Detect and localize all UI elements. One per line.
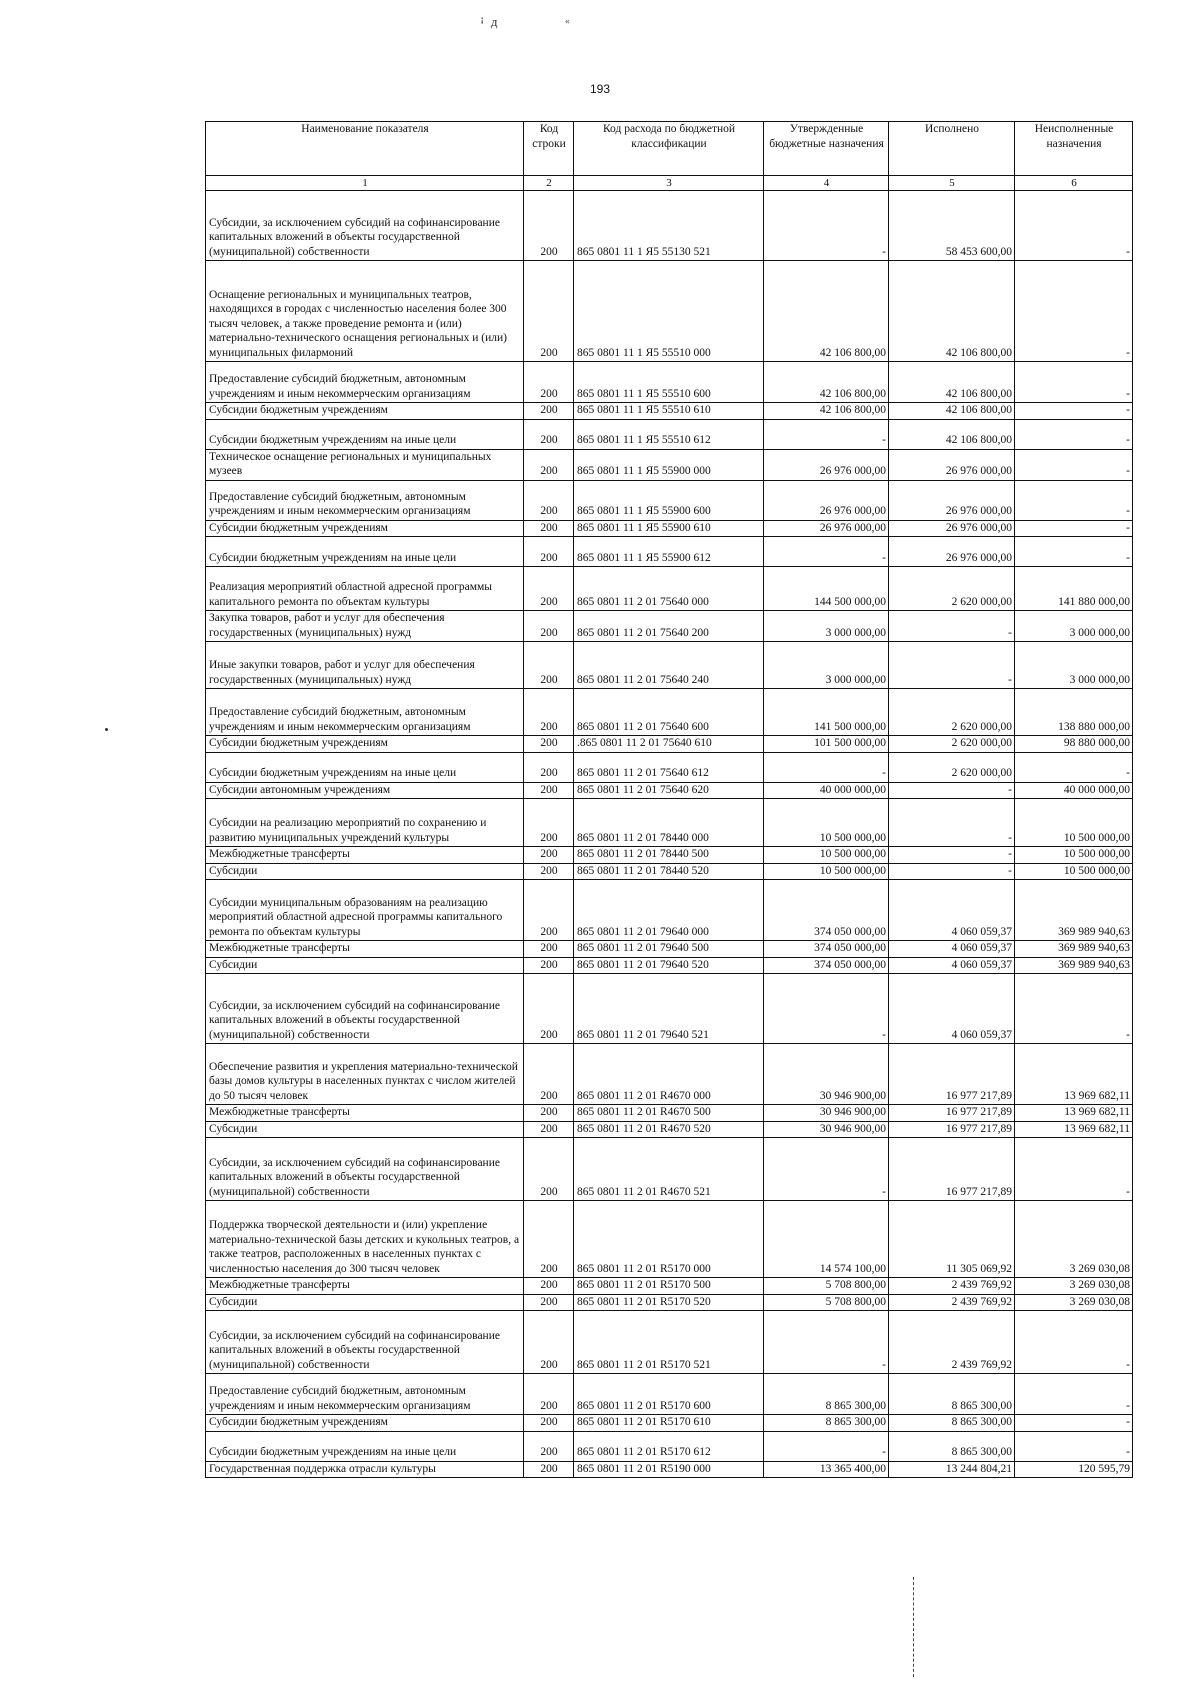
row-approved: 14 574 100,00	[764, 1201, 889, 1278]
row-unexecuted: -	[1015, 974, 1133, 1044]
row-unexecuted: -	[1015, 480, 1133, 520]
row-budget-code: 865 0801 11 1 Я5 55510 612	[574, 419, 764, 449]
row-line-code: 200	[524, 1311, 574, 1374]
header-executed: Исполнено	[889, 122, 1015, 176]
row-executed: 42 106 800,00	[889, 403, 1015, 420]
column-number-row	[206, 176, 1133, 191]
row-unexecuted: -	[1015, 261, 1133, 362]
row-line-code: 200	[524, 880, 574, 941]
row-budget-code: 865 0801 11 1 Я5 55130 521	[574, 191, 764, 261]
table-row	[206, 1201, 1133, 1278]
header-budget-code: Код расхода по бюджетной классификации	[574, 122, 764, 176]
row-budget-code: 865 0801 11 2 01 78440 500	[574, 847, 764, 864]
table-row	[206, 880, 1133, 941]
row-unexecuted: 3 000 000,00	[1015, 611, 1133, 642]
row-budget-code: 865 0801 11 2 01 R5170 610	[574, 1415, 764, 1432]
table-row	[206, 362, 1133, 403]
row-approved: -	[764, 974, 889, 1044]
table-row	[206, 782, 1133, 799]
row-name: Субсидии бюджетным учреждениям	[206, 403, 524, 420]
row-name: Субсидии	[206, 863, 524, 880]
row-approved: 10 500 000,00	[764, 863, 889, 880]
row-approved: 26 976 000,00	[764, 520, 889, 537]
row-budget-code: 865 0801 11 2 01 R4670 000	[574, 1044, 764, 1105]
table-row	[206, 689, 1133, 736]
row-unexecuted: -	[1015, 419, 1133, 449]
row-budget-code: 865 0801 11 2 01 75640 612	[574, 752, 764, 782]
row-approved: 374 050 000,00	[764, 957, 889, 974]
table-header-row	[206, 122, 1133, 176]
row-line-code: 200	[524, 449, 574, 480]
row-approved: 10 500 000,00	[764, 799, 889, 847]
row-line-code: 200	[524, 261, 574, 362]
row-unexecuted: 10 500 000,00	[1015, 847, 1133, 864]
row-name: Предоставление субсидий бюджетным, автономным учреждениям и иным некоммерческим организациям	[206, 689, 524, 736]
row-executed: 26 976 000,00	[889, 449, 1015, 480]
row-budget-code: 865 0801 11 2 01 R5170 600	[574, 1374, 764, 1415]
row-executed: 26 976 000,00	[889, 480, 1015, 520]
row-name: Оснащение региональных и муниципальных театров, находящихся в городах с численностью населения более 300 тысяч человек, а также проведение ремонта и (или) материально-технического оснащения региональных и (или) муниципальных филармоний	[206, 261, 524, 362]
row-budget-code: 865 0801 11 2 01 79640 521	[574, 974, 764, 1044]
row-line-code: 200	[524, 480, 574, 520]
row-name: Реализация мероприятий областной адресной программы капитального ремонта по объектам культуры	[206, 567, 524, 611]
table-row	[206, 1138, 1133, 1201]
row-budget-code: 865 0801 11 1 Я5 55510 000	[574, 261, 764, 362]
row-unexecuted: 138 880 000,00	[1015, 689, 1133, 736]
column-number: 2	[524, 176, 574, 191]
row-unexecuted: -	[1015, 520, 1133, 537]
row-approved: 13 365 400,00	[764, 1461, 889, 1478]
row-name: Техническое оснащение региональных и муниципальных музеев	[206, 449, 524, 480]
row-line-code: 200	[524, 1201, 574, 1278]
row-unexecuted: 3 269 030,08	[1015, 1278, 1133, 1295]
table-row	[206, 1374, 1133, 1415]
row-unexecuted: -	[1015, 752, 1133, 782]
row-line-code: 200	[524, 1121, 574, 1138]
row-unexecuted: 369 989 940,63	[1015, 941, 1133, 958]
row-name: Предоставление субсидий бюджетным, автономным учреждениям и иным некоммерческим организациям	[206, 480, 524, 520]
row-line-code: 200	[524, 782, 574, 799]
row-executed: 2 439 769,92	[889, 1294, 1015, 1311]
row-budget-code: 865 0801 11 2 01 R5170 520	[574, 1294, 764, 1311]
table-row	[206, 957, 1133, 974]
row-executed: 4 060 059,37	[889, 880, 1015, 941]
row-executed: 42 106 800,00	[889, 261, 1015, 362]
row-executed: 8 865 300,00	[889, 1374, 1015, 1415]
row-executed: 8 865 300,00	[889, 1431, 1015, 1461]
row-budget-code: 865 0801 11 1 Я5 55900 610	[574, 520, 764, 537]
row-approved: 3 000 000,00	[764, 642, 889, 689]
scan-speck	[105, 728, 108, 731]
row-line-code: 200	[524, 1044, 574, 1105]
row-approved: 42 106 800,00	[764, 403, 889, 420]
row-line-code: 200	[524, 1431, 574, 1461]
table-row	[206, 642, 1133, 689]
row-name: Субсидии, за исключением субсидий на софинансирование капитальных вложений в объекты государственной (муниципальной) собственности	[206, 1311, 524, 1374]
table-row	[206, 537, 1133, 567]
table-row	[206, 1044, 1133, 1105]
column-number: 3	[574, 176, 764, 191]
row-name: Субсидии муниципальным образованиям на реализацию мероприятий областной адресной программы капитального ремонта по объектам культуры	[206, 880, 524, 941]
table-row	[206, 1278, 1133, 1295]
row-name: Субсидии бюджетным учреждениям на иные цели	[206, 419, 524, 449]
table-row	[206, 1294, 1133, 1311]
row-line-code: 200	[524, 1138, 574, 1201]
row-unexecuted: 120 595,79	[1015, 1461, 1133, 1478]
row-unexecuted: -	[1015, 1431, 1133, 1461]
row-budget-code: 865 0801 11 2 01 R5170 521	[574, 1311, 764, 1374]
row-unexecuted: -	[1015, 1415, 1133, 1432]
table-row	[206, 403, 1133, 420]
row-approved: -	[764, 537, 889, 567]
table-row	[206, 1105, 1133, 1122]
row-unexecuted: -	[1015, 191, 1133, 261]
row-budget-code: 865 0801 11 1 Я5 55900 000	[574, 449, 764, 480]
row-budget-code: 865 0801 11 2 01 79640 500	[574, 941, 764, 958]
row-line-code: 200	[524, 752, 574, 782]
row-unexecuted: 13 969 682,11	[1015, 1044, 1133, 1105]
row-line-code: 200	[524, 736, 574, 753]
row-approved: -	[764, 1138, 889, 1201]
row-budget-code: 865 0801 11 1 Я5 55900 612	[574, 537, 764, 567]
header-line-code: Код строки	[524, 122, 574, 176]
row-unexecuted: 10 500 000,00	[1015, 863, 1133, 880]
row-executed: 16 977 217,89	[889, 1105, 1015, 1122]
row-budget-code: 865 0801 11 2 01 75640 200	[574, 611, 764, 642]
table-row	[206, 863, 1133, 880]
table-row	[206, 752, 1133, 782]
row-name: Субсидии бюджетным учреждениям	[206, 520, 524, 537]
row-approved: 8 865 300,00	[764, 1374, 889, 1415]
row-line-code: 200	[524, 537, 574, 567]
row-executed: -	[889, 847, 1015, 864]
row-unexecuted: -	[1015, 1374, 1133, 1415]
row-budget-code: 865 0801 11 2 01 R4670 521	[574, 1138, 764, 1201]
row-name: Обеспечение развития и укрепления материально-технической базы домов культуры в населенных пунктах с числом жителей до 50 тысяч человек	[206, 1044, 524, 1105]
row-name: Субсидии на реализацию мероприятий по сохранению и развитию муниципальных учреждений культуры	[206, 799, 524, 847]
row-unexecuted: 13 969 682,11	[1015, 1121, 1133, 1138]
row-line-code: 200	[524, 689, 574, 736]
row-line-code: 200	[524, 1294, 574, 1311]
table-row	[206, 261, 1133, 362]
row-unexecuted: 369 989 940,63	[1015, 957, 1133, 974]
row-executed: 2 620 000,00	[889, 689, 1015, 736]
row-budget-code: 865 0801 11 2 01 75640 240	[574, 642, 764, 689]
row-unexecuted: 369 989 940,63	[1015, 880, 1133, 941]
row-name: Межбюджетные трансферты	[206, 1278, 524, 1295]
row-approved: 101 500 000,00	[764, 736, 889, 753]
row-executed: -	[889, 642, 1015, 689]
row-name: Субсидии	[206, 1121, 524, 1138]
row-executed: 2 439 769,92	[889, 1278, 1015, 1295]
row-budget-code: 865 0801 11 1 Я5 55510 610	[574, 403, 764, 420]
table-row	[206, 1461, 1133, 1478]
row-budget-code: 865 0801 11 2 01 78440 000	[574, 799, 764, 847]
scan-mark: ꜟ д	[480, 14, 498, 29]
row-executed: 2 620 000,00	[889, 752, 1015, 782]
row-approved: -	[764, 752, 889, 782]
row-executed: -	[889, 782, 1015, 799]
row-line-code: 200	[524, 1278, 574, 1295]
row-executed: 4 060 059,37	[889, 941, 1015, 958]
row-line-code: 200	[524, 611, 574, 642]
row-unexecuted: 98 880 000,00	[1015, 736, 1133, 753]
row-executed: 11 305 069,92	[889, 1201, 1015, 1278]
row-name: Межбюджетные трансферты	[206, 941, 524, 958]
row-executed: 13 244 804,21	[889, 1461, 1015, 1478]
row-approved: 26 976 000,00	[764, 480, 889, 520]
row-name: Субсидии, за исключением субсидий на софинансирование капитальных вложений в объекты государственной (муниципальной) собственности	[206, 1138, 524, 1201]
row-name: Предоставление субсидий бюджетным, автономным учреждениям и иным некоммерческим организациям	[206, 1374, 524, 1415]
row-executed: 2 439 769,92	[889, 1311, 1015, 1374]
row-executed: 16 977 217,89	[889, 1138, 1015, 1201]
row-approved: 40 000 000,00	[764, 782, 889, 799]
row-name: Субсидии бюджетным учреждениям на иные цели	[206, 1431, 524, 1461]
row-unexecuted: -	[1015, 362, 1133, 403]
row-name: Субсидии	[206, 957, 524, 974]
row-approved: 374 050 000,00	[764, 941, 889, 958]
row-name: Предоставление субсидий бюджетным, автономным учреждениям и иным некоммерческим организациям	[206, 362, 524, 403]
row-line-code: 200	[524, 1461, 574, 1478]
row-line-code: 200	[524, 1374, 574, 1415]
header-approved: Утвержденные бюджетные назначения	[764, 122, 889, 176]
row-approved: 141 500 000,00	[764, 689, 889, 736]
table-row	[206, 419, 1133, 449]
table-row	[206, 567, 1133, 611]
header-name: Наименование показателя	[206, 122, 524, 176]
row-name: Субсидии, за исключением субсидий на софинансирование капитальных вложений в объекты государственной (муниципальной) собственности	[206, 974, 524, 1044]
row-unexecuted: -	[1015, 1138, 1133, 1201]
row-approved: -	[764, 191, 889, 261]
row-budget-code: 865 0801 11 2 01 R5170 500	[574, 1278, 764, 1295]
row-name: Субсидии бюджетным учреждениям на иные цели	[206, 537, 524, 567]
table-row	[206, 1311, 1133, 1374]
row-name: Закупка товаров, работ и услуг для обеспечения государственных (муниципальных) нужд	[206, 611, 524, 642]
row-unexecuted: 141 880 000,00	[1015, 567, 1133, 611]
row-name: Субсидии бюджетным учреждениям	[206, 1415, 524, 1432]
row-executed: 58 453 600,00	[889, 191, 1015, 261]
row-line-code: 200	[524, 642, 574, 689]
row-approved: 10 500 000,00	[764, 847, 889, 864]
row-unexecuted: -	[1015, 449, 1133, 480]
table-row	[206, 611, 1133, 642]
row-executed: 26 976 000,00	[889, 537, 1015, 567]
row-line-code: 200	[524, 1415, 574, 1432]
row-approved: 5 708 800,00	[764, 1278, 889, 1295]
row-budget-code: 865 0801 11 2 01 75640 620	[574, 782, 764, 799]
row-approved: -	[764, 1311, 889, 1374]
row-approved: 144 500 000,00	[764, 567, 889, 611]
row-budget-code: 865 0801 11 2 01 R4670 520	[574, 1121, 764, 1138]
table-row	[206, 799, 1133, 847]
row-name: Иные закупки товаров, работ и услуг для обеспечения государственных (муниципальных) нужд	[206, 642, 524, 689]
row-approved: 42 106 800,00	[764, 362, 889, 403]
table-row	[206, 974, 1133, 1044]
row-line-code: 200	[524, 863, 574, 880]
table-row	[206, 1431, 1133, 1461]
row-name: Субсидии	[206, 1294, 524, 1311]
row-executed: 16 977 217,89	[889, 1044, 1015, 1105]
scan-line	[913, 1577, 914, 1677]
column-number: 5	[889, 176, 1015, 191]
column-number: 1	[206, 176, 524, 191]
row-approved: 30 946 900,00	[764, 1105, 889, 1122]
row-approved: 30 946 900,00	[764, 1044, 889, 1105]
row-line-code: 200	[524, 403, 574, 420]
row-budget-code: 865 0801 11 2 01 78440 520	[574, 863, 764, 880]
row-unexecuted: -	[1015, 403, 1133, 420]
row-approved: -	[764, 1431, 889, 1461]
row-approved: 30 946 900,00	[764, 1121, 889, 1138]
table-row	[206, 520, 1133, 537]
row-name: Субсидии, за исключением субсидий на софинансирование капитальных вложений в объекты государственной (муниципальной) собственности	[206, 191, 524, 261]
table-row	[206, 449, 1133, 480]
column-number: 4	[764, 176, 889, 191]
row-unexecuted: 13 969 682,11	[1015, 1105, 1133, 1122]
row-name: Межбюджетные трансферты	[206, 1105, 524, 1122]
row-budget-code: 865 0801 11 2 01 R5170 000	[574, 1201, 764, 1278]
row-budget-code: 865 0801 11 2 01 R4670 500	[574, 1105, 764, 1122]
page-number: 193	[589, 82, 611, 96]
row-unexecuted: 3 269 030,08	[1015, 1201, 1133, 1278]
row-name: Поддержка творческой деятельности и (или) укрепление материально-технической базы детских и кукольных театров, а также театров, расположенных в населенных пунктах с численностью населения до 300 тысяч человек	[206, 1201, 524, 1278]
table-row	[206, 736, 1133, 753]
row-name: Субсидии бюджетным учреждениям	[206, 736, 524, 753]
row-executed: 2 620 000,00	[889, 567, 1015, 611]
row-line-code: 200	[524, 362, 574, 403]
row-executed: 42 106 800,00	[889, 362, 1015, 403]
row-budget-code: 865 0801 11 2 01 79640 000	[574, 880, 764, 941]
row-approved: 8 865 300,00	[764, 1415, 889, 1432]
row-approved: 374 050 000,00	[764, 880, 889, 941]
row-line-code: 200	[524, 191, 574, 261]
row-approved: 3 000 000,00	[764, 611, 889, 642]
row-approved: -	[764, 419, 889, 449]
header-unexecuted: Неисполненные назначения	[1015, 122, 1133, 176]
row-unexecuted: -	[1015, 1311, 1133, 1374]
row-line-code: 200	[524, 957, 574, 974]
scan-mark-2: «	[565, 16, 570, 26]
column-number: 6	[1015, 176, 1133, 191]
row-line-code: 200	[524, 974, 574, 1044]
row-executed: -	[889, 863, 1015, 880]
table-row	[206, 191, 1133, 261]
row-budget-code: 865 0801 11 2 01 75640 000	[574, 567, 764, 611]
row-line-code: 200	[524, 419, 574, 449]
row-executed: 2 620 000,00	[889, 736, 1015, 753]
table-row	[206, 847, 1133, 864]
row-budget-code: 865 0801 11 2 01 R5170 612	[574, 1431, 764, 1461]
row-unexecuted: 10 500 000,00	[1015, 799, 1133, 847]
row-executed: 42 106 800,00	[889, 419, 1015, 449]
row-line-code: 200	[524, 941, 574, 958]
row-budget-code: 865 0801 11 1 Я5 55510 600	[574, 362, 764, 403]
row-line-code: 200	[524, 567, 574, 611]
budget-execution-table	[205, 121, 1133, 1478]
row-approved: 26 976 000,00	[764, 449, 889, 480]
table-row	[206, 941, 1133, 958]
row-unexecuted: 3 000 000,00	[1015, 642, 1133, 689]
row-approved: 5 708 800,00	[764, 1294, 889, 1311]
row-budget-code: 865 0801 11 2 01 79640 520	[574, 957, 764, 974]
row-budget-code: .865 0801 11 2 01 75640 610	[574, 736, 764, 753]
row-line-code: 200	[524, 847, 574, 864]
row-name: Межбюджетные трансферты	[206, 847, 524, 864]
row-executed: 4 060 059,37	[889, 957, 1015, 974]
row-executed: 8 865 300,00	[889, 1415, 1015, 1432]
row-unexecuted: -	[1015, 537, 1133, 567]
row-name: Государственная поддержка отрасли культуры	[206, 1461, 524, 1478]
table-row	[206, 1121, 1133, 1138]
row-budget-code: 865 0801 11 2 01 75640 600	[574, 689, 764, 736]
row-budget-code: 865 0801 11 1 Я5 55900 600	[574, 480, 764, 520]
row-executed: -	[889, 611, 1015, 642]
row-executed: 4 060 059,37	[889, 974, 1015, 1044]
row-name: Субсидии автономным учреждениям	[206, 782, 524, 799]
table-row	[206, 1415, 1133, 1432]
row-unexecuted: 40 000 000,00	[1015, 782, 1133, 799]
row-executed: 16 977 217,89	[889, 1121, 1015, 1138]
row-line-code: 200	[524, 520, 574, 537]
row-executed: 26 976 000,00	[889, 520, 1015, 537]
row-executed: -	[889, 799, 1015, 847]
row-budget-code: 865 0801 11 2 01 R5190 000	[574, 1461, 764, 1478]
row-line-code: 200	[524, 1105, 574, 1122]
row-unexecuted: 3 269 030,08	[1015, 1294, 1133, 1311]
row-name: Субсидии бюджетным учреждениям на иные цели	[206, 752, 524, 782]
row-line-code: 200	[524, 799, 574, 847]
row-approved: 42 106 800,00	[764, 261, 889, 362]
table-row	[206, 480, 1133, 520]
